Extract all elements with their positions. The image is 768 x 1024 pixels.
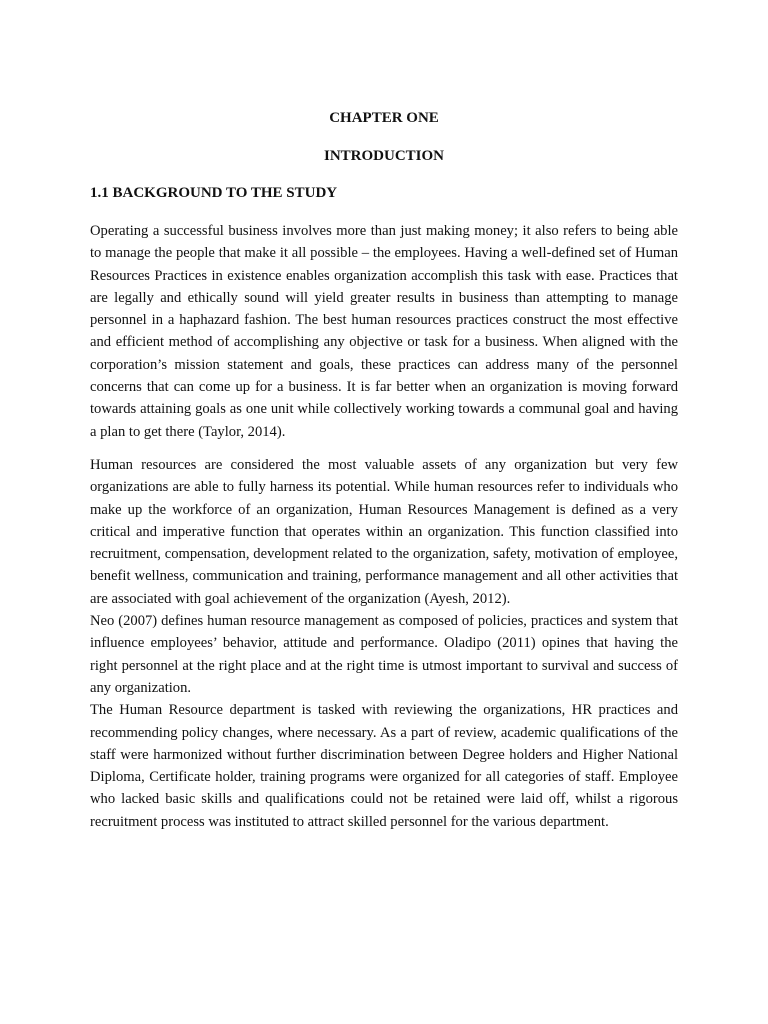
paragraph: Operating a successful business involves more than just making money; it also refers to being able to manage the people that make it all possible – the employees. Having a well-defined set of Human Resources Practices in existence enables organization accomplish this task with ease. Practices that are legally and ethically sound will yield greater results in business than attempting to manage personnel in a haphazard fashion. The best human resources practices construct the most effective and efficient method of accomplishing any objective or task for a business. When aligned with the corporation’s mission statement and goals, these practices can address many of the personnel concerns that can come up for a business. It is far better when an organization is moving forward towards attaining goals as one unit while collectively working towards a communal goal and having a plan to get there (Taylor, 2014). [90,223,678,440]
paragraph: Neo (2007) defines human resource management as composed of policies, practices and system that influence employees’ behavior, attitude and performance. Oladipo (2011) opines that having the right personnel at the right place and at the right time is utmost important to survival and success of any organization. [90,613,678,696]
paragraph: Human resources are considered the most valuable assets of any organization but very few organizations are able to fully harness its potential. While human resources refer to individuals who make up the workforce of an organization, Human Resources Management is defined as a very critical and imperative function that operates within an organization. This function classified into recruitment, compensation, development related to the organization, safety, motivation of employee, benefit wellness, communication and training, performance management and all other activities that are associated with goal achievement of the organization (Ayesh, 2012). [90,456,678,607]
section-heading: 1.1 BACKGROUND TO THE STUDY [90,185,338,201]
paragraph: The Human Resource department is tasked with reviewing the organizations, HR practices and recommending policy changes, where necessary. As a part of review, academic qualifications of the staff were harmonized without further discrimination between Degree holders and Higher National Diploma, Certificate holder, training programs were organized for all categories of staff. Employee who lacked basic skills and qualifications could not be retained were laid off, whilst a rigorous recruitment process was instituted to attract skilled personnel for the various department. [90,702,678,830]
body-text [90,220,678,833]
chapter-title: CHAPTER ONE [329,110,439,126]
intro-title: INTRODUCTION [323,148,444,164]
